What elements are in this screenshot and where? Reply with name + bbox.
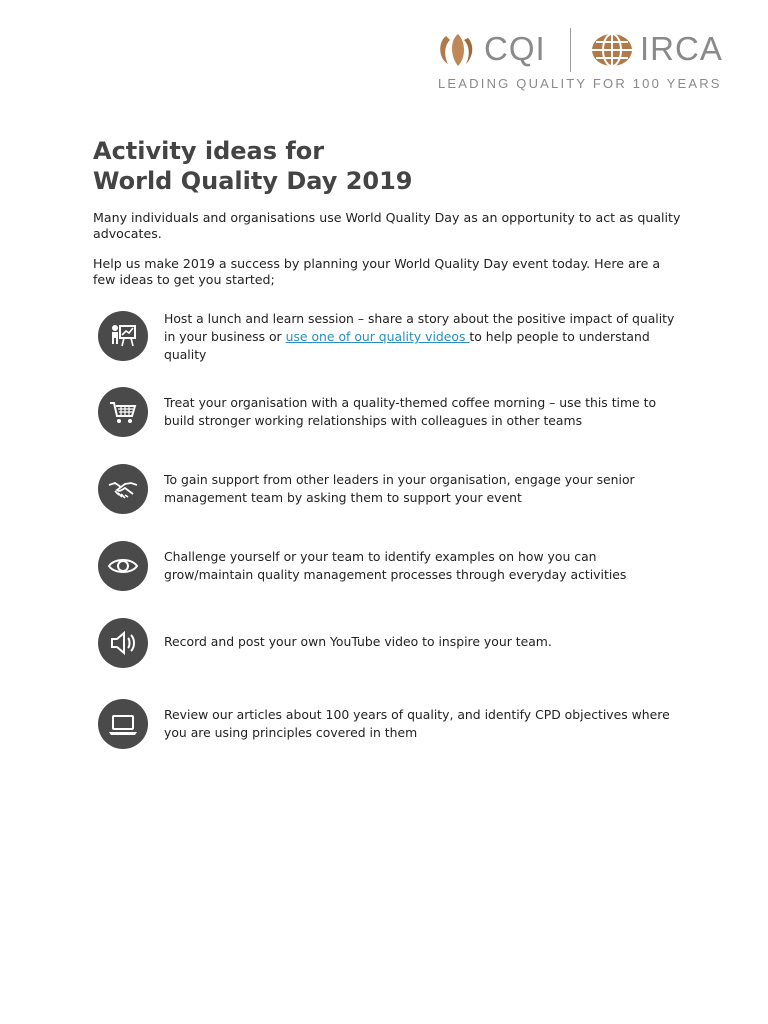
speaker-icon (98, 618, 148, 668)
irca-wordmark: IRCA (640, 30, 723, 67)
eye-icon (98, 541, 148, 591)
cqi-wordmark: CQI (484, 30, 546, 67)
title-line-1: Activity ideas for (93, 137, 325, 165)
quality-videos-link[interactable]: use one of our quality videos (285, 329, 470, 344)
irca-globe-icon (590, 32, 634, 68)
activity-text: Host a lunch and learn session – share a story about the positive impact of quality in your business or use one of our quality videos to help people to understand quality (164, 311, 675, 362)
handshake-icon (98, 464, 148, 514)
cqi-irca-logo (436, 26, 726, 74)
activity-item-challenge (98, 541, 698, 591)
laptop-icon (98, 699, 148, 749)
activity-item-youtube-video (98, 618, 698, 668)
activity-item-lunch-and-learn (98, 311, 698, 361)
shopping-cart-icon (98, 387, 148, 437)
activity-text: Challenge yourself or your team to identify examples on how you can grow/maintain quality management processes through everyday activities (164, 549, 627, 582)
activity-item-leadership-support (98, 464, 698, 514)
presentation-icon (98, 311, 148, 361)
activity-text: Review our articles about 100 years of quality, and identify CPD objectives where you are using principles covered in them (164, 707, 670, 740)
intro-paragraph-2: Help us make 2019 a success by planning your World Quality Day event today. Here are a few ideas to get you started; (93, 256, 661, 287)
page-title (93, 136, 673, 196)
activity-text: To gain support from other leaders in your organisation, engage your senior management team by asking them to support your event (164, 472, 635, 505)
activity-item-coffee-morning (98, 387, 698, 437)
cqi-mark-icon (436, 32, 480, 68)
activity-text: Treat your organisation with a quality-themed coffee morning – use this time to build stronger working relationships with colleagues in other teams (164, 395, 657, 428)
intro-paragraph-1: Many individuals and organisations use World Quality Day as an opportunity to act as quality advocates. (93, 210, 681, 241)
logo-divider (570, 28, 571, 72)
activity-text: Record and post your own YouTube video to inspire your team. (164, 634, 552, 649)
tagline: LEADING QUALITY FOR 100 YEARS (438, 76, 722, 91)
activity-item-review-articles (98, 699, 698, 749)
title-line-2: World Quality Day 2019 (93, 167, 413, 195)
